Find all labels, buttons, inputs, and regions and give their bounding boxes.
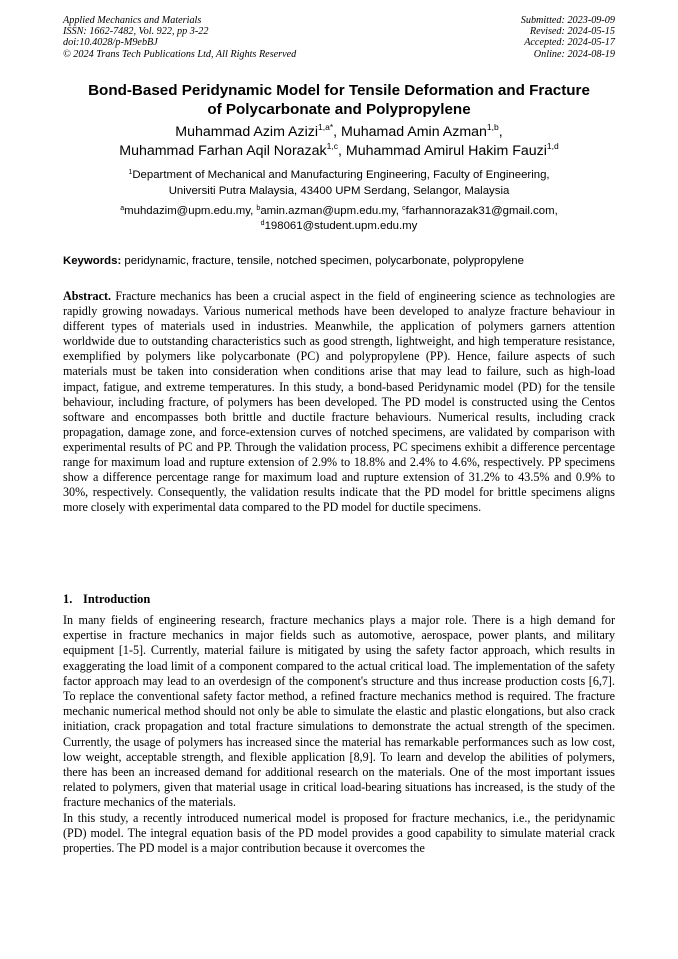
author-name: Muhammad Azim Azizi: [175, 124, 319, 140]
paper-title: [40, 81, 638, 119]
copyright-line: © 2024 Trans Tech Publications Ltd, All Rights Reserved: [63, 48, 297, 60]
author-name: Muhammad Farhan Aqil Norazak: [119, 143, 327, 159]
section-body: [63, 613, 615, 856]
author-sup: 1,d: [546, 141, 559, 151]
issn-line: ISSN: 1662-7482, Vol. 922, pp 3-22: [63, 26, 209, 38]
paragraph: In many fields of engineering research, fracture mechanics plays a major role. There is a high demand for expertise in fracture mechanics in major fields such as automotive, aerospace, power plants, and military equipment [1-5]. Currently, material failure is mitigated by using the safety factor approach, which results in exaggerating the load limit of a component compared to the actual critical load. The implementation of the safety factor approach may lead to an overdesign of the component's structure and thus increase production costs [6,7]. To replace the conventional safety factor method, a refined fracture mechanics method is required. The fracture mechanic numerical method should not only be able to simulate the elastic and plastic elongations, but also crack initiation, crack propagation and total fracture simulations to demonstrate the actual strength of the specimen. Currently, the usage of polymers has increased since the material has remarkable performances such as low cost, low weight, acceptable strength, and flexible application [8,9]. To learn and develop the abilities of polymers, there has been an increased demand for additional research on the materials. One of the most important issues related to polymers, given that material usage in critical load-bearing situations has increased, is the study of the fracture mechanics of the materials.: [63, 613, 615, 810]
author-sup: 1,a*: [318, 122, 334, 132]
affiliation: [40, 168, 638, 199]
accepted-date: Accepted: 2024-05-17: [524, 37, 615, 49]
abstract: [63, 289, 615, 515]
abstract-text: Fracture mechanics has been a crucial aspect in the field of engineering science as technologies are rapidly growing nowadays. Various numerical methods have been developed to analyze fracture behaviour in different types of materials used in industries. Meanwhile, the application of polymers garners attention worldwide due to outstanding characteristics such as good strength, lightweight, and high temperature resistance, exemplified by polymers like polycarbonate (PC) and polypropylene (PP). Hence, failure aspects of such materials must be taken into consideration when conditions arise that may lead to failure, such as high-load impact, fatigue, and extreme temperatures. In this study, a bond-based Peridynamic model (PD) for the tensile behaviour, including fracture, of polymers has been developed. The PD model is constructed using the Centos software and encompasses both brittle and ductile fracture behaviours. Numerical results, including crack propagation, damage zone, and force-extension curves of notched specimens, are validated by comparison with experimental results of PC and PP. Through the validation process, PC specimens exhibit a difference percentage range for maximum load and rupture extension of 2.9% to 18.8% and 2.4% to 4.6%, respectively. PP specimens show a difference percentage range for maximum load and rupture extension of 31.2% to 43.5% and 0.9% to 30%, respectively. Consequently, the validation results indicate that the PD model for brittle specimens aligns more closely with experimental data compared to the PD model for ductile specimens.: [63, 289, 615, 515]
affiliation-line-2: Universiti Putra Malaysia, 43400 UPM Serdang, Selangor, Malaysia: [168, 184, 510, 197]
keywords: [63, 254, 615, 269]
section-heading: [63, 592, 150, 607]
abstract-label: Abstract.: [63, 289, 112, 303]
email-sup: c: [402, 205, 406, 212]
email-link[interactable]: muhdazim@upm.edu.my: [124, 205, 251, 217]
section-number: 1.: [63, 592, 73, 606]
author-sup: 1,b: [486, 122, 499, 132]
author-list: Muhammad Azim Azizi$^{1,a*}$, Muhamad Amin Azman$^{1,b}$, Muhammad Farhan Aqil Norazak$^{1,c}$, Muhammad Amirul Hakim Fauzi$^{1,d}$: [119, 122, 559, 159]
affiliation-line-1: Department of Mechanical and Manufacturing Engineering, Faculty of Engineering,: [132, 169, 550, 181]
paragraph: In this study, a recently introduced numerical model is proposed for fracture mechanics, i.e., the peridynamic (PD) model. The integral equation basis of the PD model provides a good capability to simulate material crack properties. The PD model is a major contribution because it overcomes the: [63, 810, 615, 856]
author-sup: 1,c: [326, 141, 338, 151]
email-sup: d: [260, 220, 265, 227]
email-link[interactable]: 198061@student.upm.edu.my: [264, 220, 418, 232]
author-name: Muhamad Amin Azman: [341, 124, 487, 140]
email-link[interactable]: farhannorazak31@gmail.com: [405, 205, 555, 217]
title-line-1: Bond-Based Peridynamic Model for Tensile Deformation and Fracture: [88, 82, 590, 99]
affiliation-sup: 1: [128, 169, 133, 176]
revised-date: Revised: 2024-05-15: [529, 26, 615, 38]
author-name: Muhammad Amirul Hakim Fauzi: [345, 143, 547, 159]
doi-line[interactable]: doi:10.4028/p-M9ebBJ: [63, 37, 158, 49]
submitted-date: Submitted: 2023-09-09: [520, 15, 615, 26]
journal-name: Applied Mechanics and Materials: [63, 15, 202, 26]
title-line-2: of Polycarbonate and Polypropylene: [207, 101, 471, 118]
journal-info: [63, 15, 296, 60]
section-title: Introduction: [83, 592, 151, 606]
publication-dates: [521, 15, 615, 60]
online-date: Online: 2024-08-19: [533, 48, 615, 60]
keywords-label: Keywords:: [63, 255, 122, 267]
email-link[interactable]: amin.azman@upm.edu.my: [260, 205, 396, 217]
email-list: $^a$muhdazim@upm.edu.my, $^b$amin.azman@upm.edu.my, $^c$farhannorazak31@gmail.com, $^d$198061@student.upm.edu.my: [120, 205, 558, 232]
email-sup: a: [120, 205, 125, 212]
email-sup: b: [256, 205, 261, 212]
keywords-text: peridynamic, fracture, tensile, notched specimen, polycarbonate, polypropylene: [124, 255, 524, 267]
